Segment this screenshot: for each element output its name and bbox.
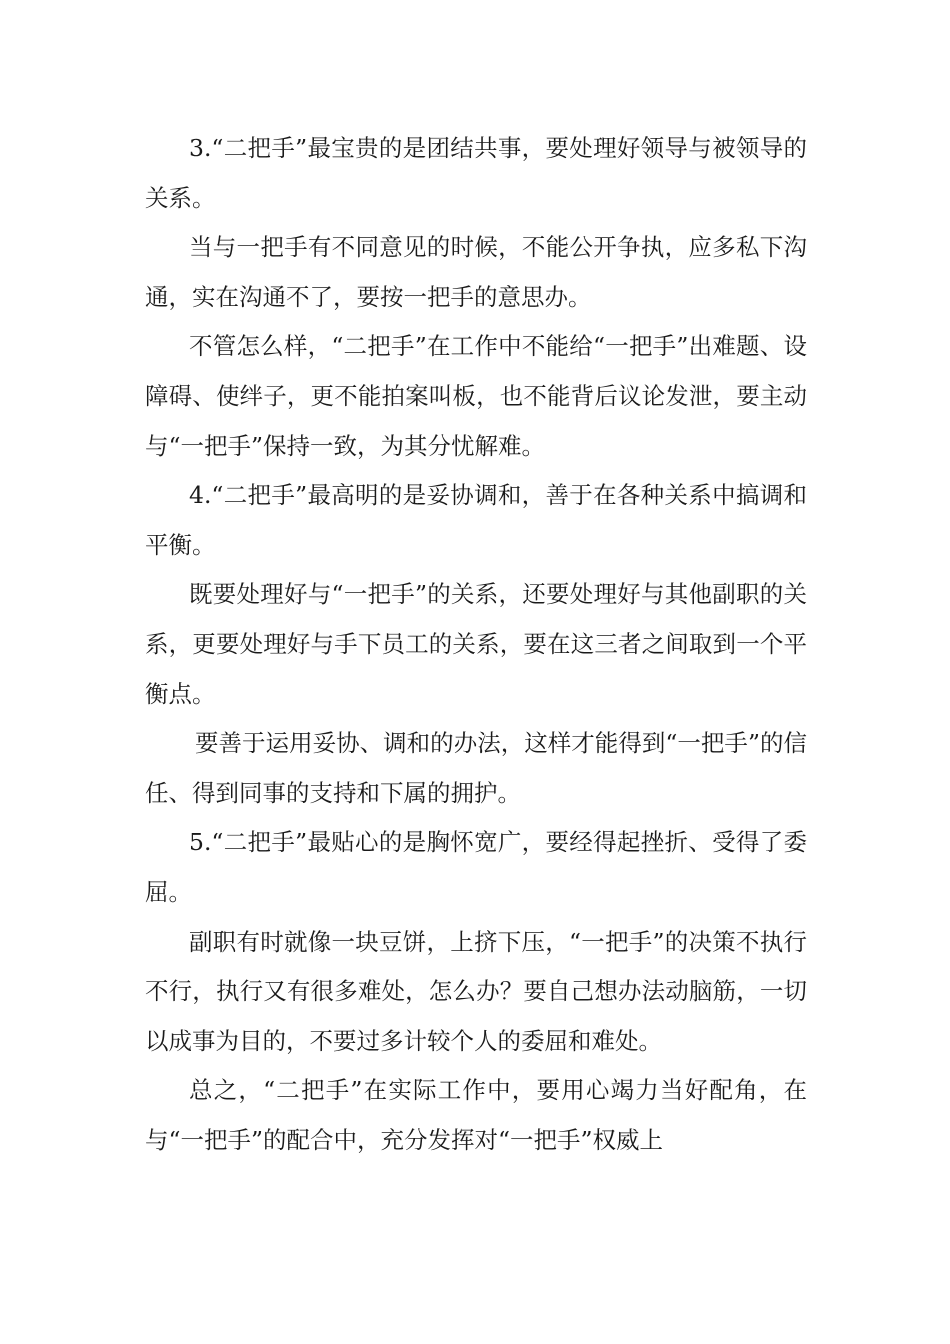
paragraph-1: 3.“二把手”最宝贵的是团结共事，要处理好领导与被领导的关系。 xyxy=(145,134,807,212)
paragraph-8: 副职有时就像一块豆饼，上挤下压，“一把手”的决策不执行不行，执行又有很多难处，怎么办？要自己想办法动脑筋，一切以成事为目的，不要过多计较个人的委屈和难处。 xyxy=(145,927,807,1055)
document-body xyxy=(145,124,807,1165)
paragraph-2: 当与一把手有不同意见的时候，不能公开争执，应多私下沟通，实在沟通不了，要按一把手的意思办。 xyxy=(145,233,807,311)
paragraph-6: 要善于运用妥协、调和的办法，这样才能得到“一把手”的信任、得到同事的支持和下属的拥护。 xyxy=(145,729,807,807)
paragraph-3: 不管怎么样，“二把手”在工作中不能给“一把手”出难题、设障碍、使绊子，更不能拍案叫板，也不能背后议论发泄，要主动与“一把手”保持一致，为其分忧解难。 xyxy=(145,332,807,460)
paragraph-7: 5.“二把手”最贴心的是胸怀宽广，要经得起挫折、受得了委屈。 xyxy=(145,828,807,906)
paragraph-4: 4.“二把手”最高明的是妥协调和，善于在各种关系中搞调和平衡。 xyxy=(145,481,807,559)
paragraph-9: 总之，“二把手”在实际工作中，要用心竭力当好配角，在与“一把手”的配合中，充分发挥对“一把手”权威上 xyxy=(145,1076,807,1154)
paragraph-5: 既要处理好与“一把手”的关系，还要处理好与其他副职的关系，更要处理好与手下员工的关系，要在这三者之间取到一个平衡点。 xyxy=(145,580,807,708)
